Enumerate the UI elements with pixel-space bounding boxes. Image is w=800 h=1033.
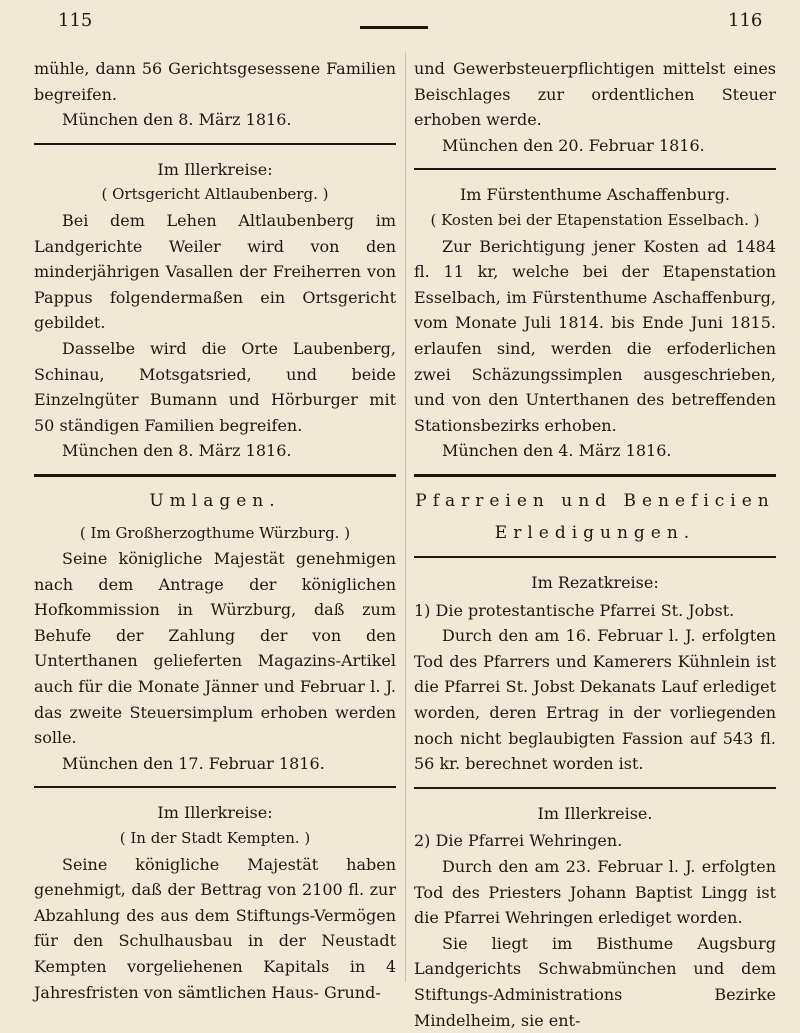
section-heading: Im Illerkreise. — [537, 803, 653, 823]
body-paragraph: Seine königliche Majestät genehmigen nach dem Antrage der königlichen Hofkommission in Würzburg, daß zum Behufe der Zahlung der von den Unterthanen gelieferten Magazins-Artikel auch für die Monate Jänner und Februar l. J. das zweite Steuersimplum erhoben werden solle. — [34, 549, 396, 748]
continuation-paragraph: und Gewerbsteuerpflichtigen mittelst eines Beischlages zur ordentlichen Steuer erhoben werde. — [414, 59, 776, 130]
section-subheading: ( Im Großherzogthume Würzburg. ) — [79, 523, 351, 542]
body-paragraph: Durch den am 16. Februar l. J. erfolgten Tod des Pfarrers und Kamerers Kühnlein ist die Pfarrei St. Jobst Dekanats Lauf erlediget worden, deren Ertrag in der vorliegenden noch nicht beglaubigten Fassion auf 543 fl. 56 kr. berechnet worden ist. — [414, 626, 776, 774]
body-paragraph: Durch den am 23. Februar l. J. erfolgten Tod des Priesters Johann Baptist Lingg ist die Pfarrei Wehringen erlediget worden. — [414, 857, 776, 928]
section-rule — [414, 474, 776, 477]
section-subheading: ( In der Stadt Kempten. ) — [119, 829, 311, 848]
section-title-pfarreien: Pfarreien und Beneficien — [415, 490, 775, 511]
body-paragraph: Bei dem Lehen Altlaubenberg im Landgerichte Weiler wird von den minderjährigen Vasallen der Freiherren von Pappus folgendermaßen ein Ortsgericht gebildet. — [34, 210, 396, 333]
header-rule — [360, 26, 428, 29]
section-subheading: ( Kosten bei der Etapenstation Esselbach. ) — [430, 210, 760, 229]
body-paragraph: Dasselbe wird die Orte Laubenberg, Schinau, Motsgatsried, und beide Einzelngüter Bumann und Hörburger mit 50 ständigen Familien begreifen. — [34, 338, 396, 435]
section-rule — [34, 474, 396, 477]
section-title-erledigungen: Erledigungen. — [494, 522, 696, 543]
page-number-right: 116 — [728, 10, 763, 31]
dateline: München den 20. Februar 1816. — [442, 135, 705, 155]
body-paragraph: Zur Berichtigung jener Kosten ad 1484 fl. 11 kr, welche bei der Etapenstation Esselbach, im Fürstenthume Aschaffenburg, vom Monate Juli 1814. bis Ende Juni 1815. erlaufen sind, werden die erfoderlichen zwei Schäzungssimplen ausgeschrieben, und von den Unterthanen des betreffenden Stationsbezirks erhoben. — [414, 236, 776, 435]
right-column — [414, 56, 776, 1033]
section-subheading: ( Ortsgericht Altlaubenberg. ) — [101, 185, 329, 204]
dateline: München den 17. Februar 1816. — [62, 753, 325, 773]
continuation-paragraph: mühle, dann 56 Gerichtsgesessene Familien begreifen. — [34, 59, 396, 104]
section-heading: Im Fürstenthume Aschaffenburg. — [459, 185, 731, 205]
section-divider — [34, 143, 396, 145]
dateline: München den 8. März 1816. — [62, 110, 292, 130]
dateline: München den 8. März 1816. — [62, 441, 292, 461]
body-paragraph: Seine königliche Majestät haben genehmigt, daß der Bettrag von 2100 fl. zur Abzahlung des aus dem Stiftungs-Vermögen für den Schulhausbau in der Neustadt Kempten vorgeliehenen Kapitals in 4 Jahresfristen von sämtlichen Haus- Grund- — [34, 854, 396, 1002]
dateline: München den 4. März 1816. — [442, 441, 672, 461]
section-divider — [414, 556, 776, 558]
body-paragraph: Sie liegt im Bisthume Augsburg Landgerichts Schwabmünchen und dem Stiftungs-Administrations Bezirke Mindelheim, sie ent- — [414, 933, 776, 1030]
left-column — [34, 56, 396, 1005]
section-heading: Im Illerkreise: — [157, 803, 273, 823]
gutter-divider — [405, 52, 406, 982]
numbered-item: 1) Die protestantische Pfarrei St. Jobst. — [414, 600, 735, 620]
section-divider — [414, 168, 776, 170]
section-heading: Im Rezatkreise: — [531, 573, 659, 593]
section-title-umlagen: Umlagen. — [149, 490, 281, 511]
section-divider — [34, 786, 396, 788]
section-divider — [414, 787, 776, 789]
section-heading: Im Illerkreise: — [157, 159, 273, 179]
page-number-left: 115 — [58, 10, 93, 31]
numbered-item: 2) Die Pfarrei Wehringen. — [414, 831, 623, 851]
